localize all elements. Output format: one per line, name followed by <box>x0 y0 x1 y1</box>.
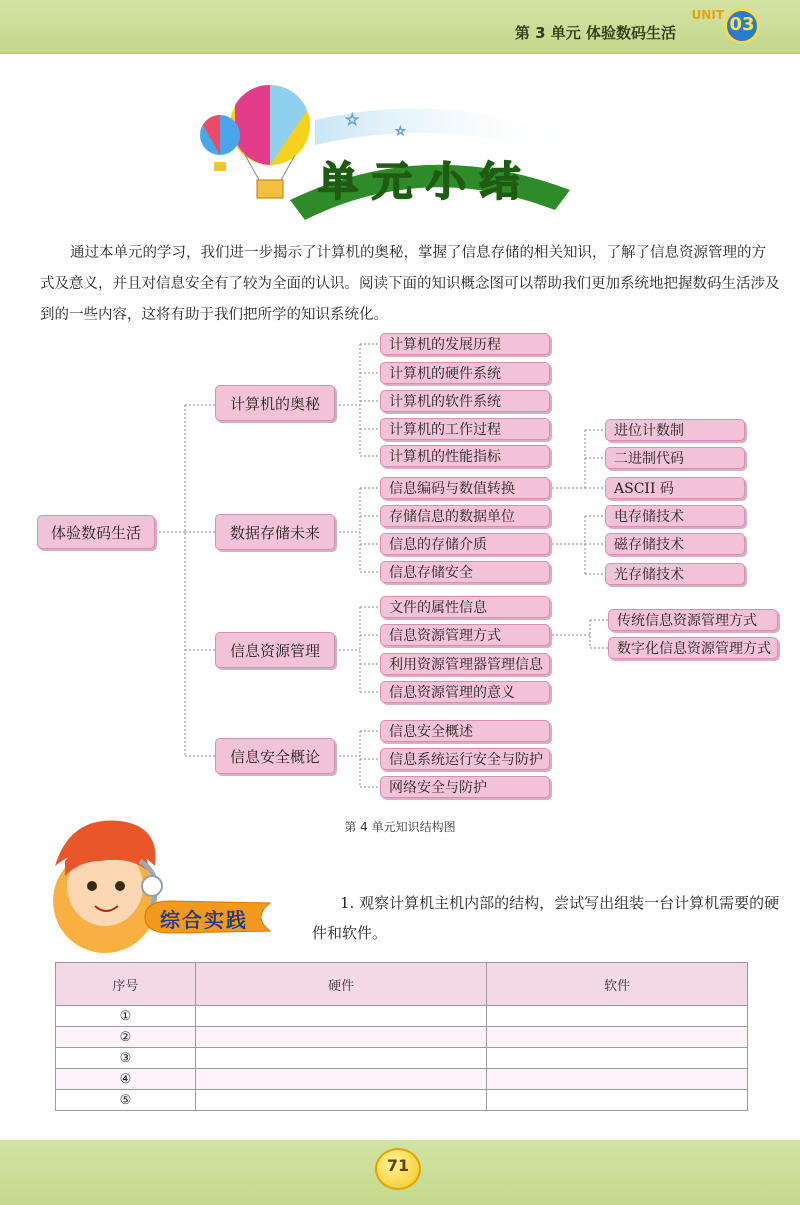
software-cell[interactable] <box>487 1090 748 1111</box>
map-leaf-node: 利用资源管理器管理信息 <box>380 653 550 675</box>
map-branch-node: 计算机的奥秘 <box>215 385 335 421</box>
table-row <box>56 1090 748 1111</box>
map-branch-node: 数据存储未来 <box>215 514 335 550</box>
unit-title: 第 3 单元 体验数码生活 <box>514 24 676 42</box>
map-leaf-node: 计算机的发展历程 <box>380 333 550 355</box>
figure-caption: 第 4 单元知识结构图 <box>344 820 456 834</box>
map-leaf-node: 信息系统运行安全与防护 <box>380 748 550 770</box>
row-number-cell: ④ <box>56 1069 196 1090</box>
page-title: 单元小结 <box>318 159 534 205</box>
intro-paragraph: 通过本单元的学习，我们进一步揭示了计算机的奥秘，掌握了信息存储的相关知识，了解了信息资源管理的方式及意义，并且对信息安全有了较为全面的认识。阅读下面的知识概念图可以帮助我们更加系统地把握数码生活涉及到的一些内容，这将有助于我们把所学的知识系统化。 <box>40 245 780 323</box>
unit-number: 03 <box>729 14 755 35</box>
map-leaf-node: 信息的存储介质 <box>380 533 550 555</box>
map-root-node: 体验数码生活 <box>37 515 155 549</box>
concept-map <box>0 328 800 808</box>
table-row <box>56 1048 748 1069</box>
small-balloon-icon <box>200 115 240 171</box>
map-subleaf-node: 进位计数制 <box>605 419 745 441</box>
software-cell[interactable] <box>487 1006 748 1027</box>
map-leaf-node: 计算机的硬件系统 <box>380 362 550 384</box>
map-subleaf-node: 传统信息资源管理方式 <box>608 609 778 631</box>
table-row <box>56 1006 748 1027</box>
map-leaf-node: 文件的属性信息 <box>380 596 550 618</box>
hot-air-balloon-icon <box>230 85 310 198</box>
map-subleaf-node: 磁存储技术 <box>605 533 745 555</box>
map-leaf-node: 存储信息的数据单位 <box>380 505 550 527</box>
software-cell[interactable] <box>487 1027 748 1048</box>
map-leaf-node: 计算机的性能指标 <box>380 445 550 467</box>
map-subleaf-node: ASCII 码 <box>605 477 745 499</box>
software-cell[interactable] <box>487 1069 748 1090</box>
hardware-cell[interactable] <box>195 1027 487 1048</box>
map-subleaf-node: 二进制代码 <box>605 447 745 469</box>
table-header-cell: 序号 <box>56 963 196 1006</box>
map-leaf-node: 计算机的软件系统 <box>380 390 550 412</box>
map-leaf-node: 信息编码与数值转换 <box>380 477 550 499</box>
page-number: 71 <box>386 1156 410 1175</box>
table-row <box>56 1069 748 1090</box>
practice-label: 综合实践 <box>160 908 248 932</box>
hardware-cell[interactable] <box>195 1048 487 1069</box>
map-leaf-node: 信息存储安全 <box>380 561 550 583</box>
hardware-software-table <box>55 962 748 1111</box>
software-cell[interactable] <box>487 1048 748 1069</box>
row-number-cell: ② <box>56 1027 196 1048</box>
unit-word: UNIT <box>691 8 724 22</box>
map-leaf-node: 网络安全与防护 <box>380 776 550 798</box>
map-branch-node: 信息安全概论 <box>215 738 335 774</box>
table-header-row <box>56 963 748 1006</box>
map-leaf-node: 信息资源管理方式 <box>380 624 550 646</box>
map-subleaf-node: 光存储技术 <box>605 563 745 585</box>
practice-task: 1. 观察计算机主机内部的结构，尝试写出组装一台计算机需要的硬件和软件。 <box>312 894 780 942</box>
map-branch-node: 信息资源管理 <box>215 632 335 668</box>
map-leaf-node: 信息资源管理的意义 <box>380 681 550 703</box>
hardware-cell[interactable] <box>195 1090 487 1111</box>
table-header-cell: 软件 <box>487 963 748 1006</box>
star-icon: ☆ <box>345 110 360 129</box>
page-header <box>0 0 800 54</box>
table-header-cell: 硬件 <box>195 963 487 1006</box>
map-leaf-node: 信息安全概述 <box>380 720 550 742</box>
table-row <box>56 1027 748 1048</box>
row-number-cell: ⑤ <box>56 1090 196 1111</box>
map-leaf-node: 计算机的工作过程 <box>380 418 550 440</box>
hardware-cell[interactable] <box>195 1006 487 1027</box>
hardware-cell[interactable] <box>195 1069 487 1090</box>
star-icon: ☆ <box>395 124 406 138</box>
row-number-cell: ③ <box>56 1048 196 1069</box>
map-subleaf-node: 电存储技术 <box>605 505 745 527</box>
row-number-cell: ① <box>56 1006 196 1027</box>
map-subleaf-node: 数字化信息资源管理方式 <box>608 637 778 659</box>
